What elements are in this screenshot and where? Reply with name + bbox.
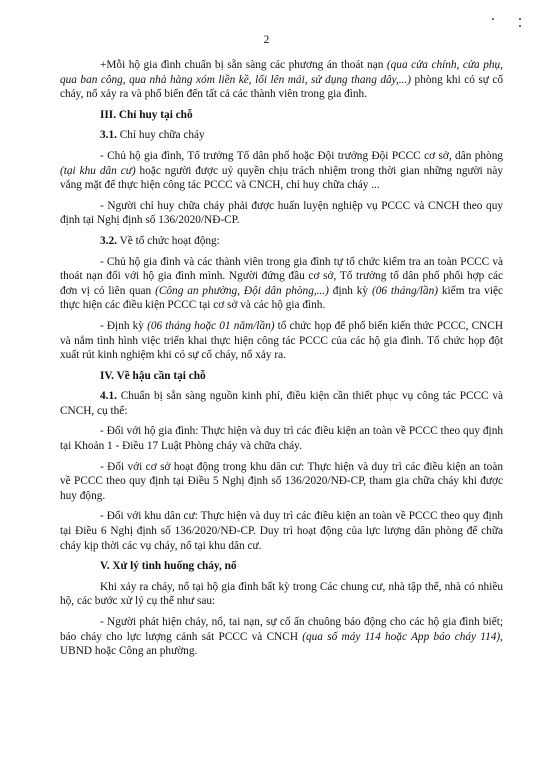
text-run: - Người chỉ huy chữa cháy phải được huấn luyện nghiệp vụ PCCC và CNCH theo quy định tại Nghị định số 136/2020/NĐ-CP. xyxy=(60,199,503,227)
body-paragraph xyxy=(60,424,503,453)
text-run: tổ chức họp để phổ biến kiến thức PCCC, CNCH và nắm tình hình việc triển khai thực hiện công tác PCCC của các hộ gia đình. Tổ chức họp đột xuất rút kinh nghiệm khi có sự cố cháy, nổ xảy ra. xyxy=(60,319,503,362)
text-run: - Người phát hiện cháy, nổ, tai nạn, sự cố ấn chuông báo động cho các hộ gia đình biết; báo cháy cho lực lượng cảnh sát PCCC và CNCH xyxy=(60,616,503,643)
italic-text: (Công an phường, Đội dân phòng,...) xyxy=(155,284,329,297)
subsection-heading xyxy=(60,128,503,143)
italic-text: (06 tháng/lần) xyxy=(371,284,438,297)
scan-mark xyxy=(519,18,521,20)
bold-text: 3.2. xyxy=(100,234,117,247)
text-run: định kỳ xyxy=(328,284,372,297)
body-paragraph xyxy=(60,615,503,659)
bold-text: 4.1. xyxy=(100,390,117,403)
text-run: IV. Về hậu cần tại chỗ xyxy=(100,369,206,382)
bold-text: 3.1. xyxy=(100,129,117,142)
page-number: 2 xyxy=(263,34,270,46)
section-heading xyxy=(60,108,503,123)
text-run: kiểm tra việc thực hiện các điều kiện PCCC tại cơ sở và các hộ gia đình. xyxy=(60,284,503,312)
body-paragraph xyxy=(60,58,503,102)
italic-text: (tại khu dân cư) xyxy=(60,164,136,177)
text-run: III. Chỉ huy tại chỗ xyxy=(100,108,193,121)
text-run: , UBND hoặc Công an phường. xyxy=(60,630,503,658)
text-run: - Đối với cơ sở hoạt động trong khu dân cư: Thực hiện và duy trì các điều kiện an toàn về PCCC theo quy định tại Điều 5 Nghị định số 136/2020/NĐ-CP, tham gia chữa cháy khi được huy động. xyxy=(60,460,503,502)
italic-text: (06 tháng hoặc 01 năm/lần) xyxy=(147,319,275,332)
text-run: - Định kỳ xyxy=(100,319,148,332)
text-run: Khi xảy ra cháy, nổ tại hộ gia đình bất kỳ trong Các chung cư, nhà tập thể, nhà có nhiều hộ, các bước xử lý cụ thể như sau: xyxy=(60,580,503,608)
text-run: phòng khi có sự cố cháy, nổ xảy ra và phổ biến đến tất cả các thành viên trong gia đình. xyxy=(60,73,503,101)
section-heading xyxy=(60,559,503,574)
text-run: V. Xử lý tình huống cháy, nổ xyxy=(100,560,237,573)
text-run: +Mỗi hộ gia đình chuẩn bị sẵn sàng các phương án thoát nạn xyxy=(100,59,387,71)
italic-text: (qua cửa chính, cửa phụ, qua ban công, qua nhà hàng xóm liền kề, lối lên mái, sử dụng thang dây,...) xyxy=(60,59,503,86)
scan-mark xyxy=(519,25,521,27)
body-paragraph xyxy=(60,149,503,193)
body-paragraph xyxy=(60,389,503,418)
text-run: hoặc người được uỷ quyền chịu trách nhiệm trong thời gian những người này vắng mặt để thực hiện công tác PCCC và CNCH, chỉ huy chữa cháy ... xyxy=(60,164,503,192)
text-run: - Chủ hộ gia đình, Tổ trưởng Tổ dân phố hoặc Đội trưởng Đội PCCC cơ sở, dân phòng xyxy=(100,149,503,162)
italic-text: (qua số máy 114 hoặc App báo cháy 114) xyxy=(302,630,501,643)
scan-mark xyxy=(492,18,494,20)
text-run: Chuẩn bị sẵn sàng nguồn kinh phí, điều kiện cần thiết phục vụ công tác PCCC và CNCH, cụ thể: xyxy=(60,390,503,417)
body-paragraph xyxy=(60,199,503,228)
document-body xyxy=(60,58,503,659)
text-run: Chỉ huy chữa cháy xyxy=(116,129,205,142)
body-paragraph xyxy=(60,319,503,363)
body-paragraph xyxy=(60,509,503,553)
body-paragraph xyxy=(60,255,503,313)
text-run: - Chủ hộ gia đình và các thành viên trong gia đình tự tổ chức kiểm tra an toàn PCCC và thoát nạn đối với hộ gia đình mình. Người đứng đầu cơ sở, Tổ trưởng tổ dân phố phối hợp các đơn vị có liên quan xyxy=(60,255,503,297)
section-heading xyxy=(60,369,503,384)
subsection-heading xyxy=(60,234,503,249)
body-paragraph xyxy=(60,580,503,609)
text-run: - Đối với khu dân cư: Thực hiện và duy trì các điều kiện an toàn về PCCC theo quy định tại Điều 6 Nghị định số 136/2020/NĐ-CP. Duy trì hoạt động của lực lượng dân phòng để chữa cháy kịp thời các vụ cháy, nổ tại khu dân cư. xyxy=(60,510,503,552)
body-paragraph xyxy=(60,460,503,504)
text-run: Về tổ chức hoạt động: xyxy=(116,234,220,247)
text-run: - Đối với hộ gia đình: Thực hiện và duy trì các điều kiện an toàn về PCCC theo quy định tại Khoản 1 - Điều 17 Luật Phòng cháy và chữa cháy. xyxy=(60,425,503,453)
